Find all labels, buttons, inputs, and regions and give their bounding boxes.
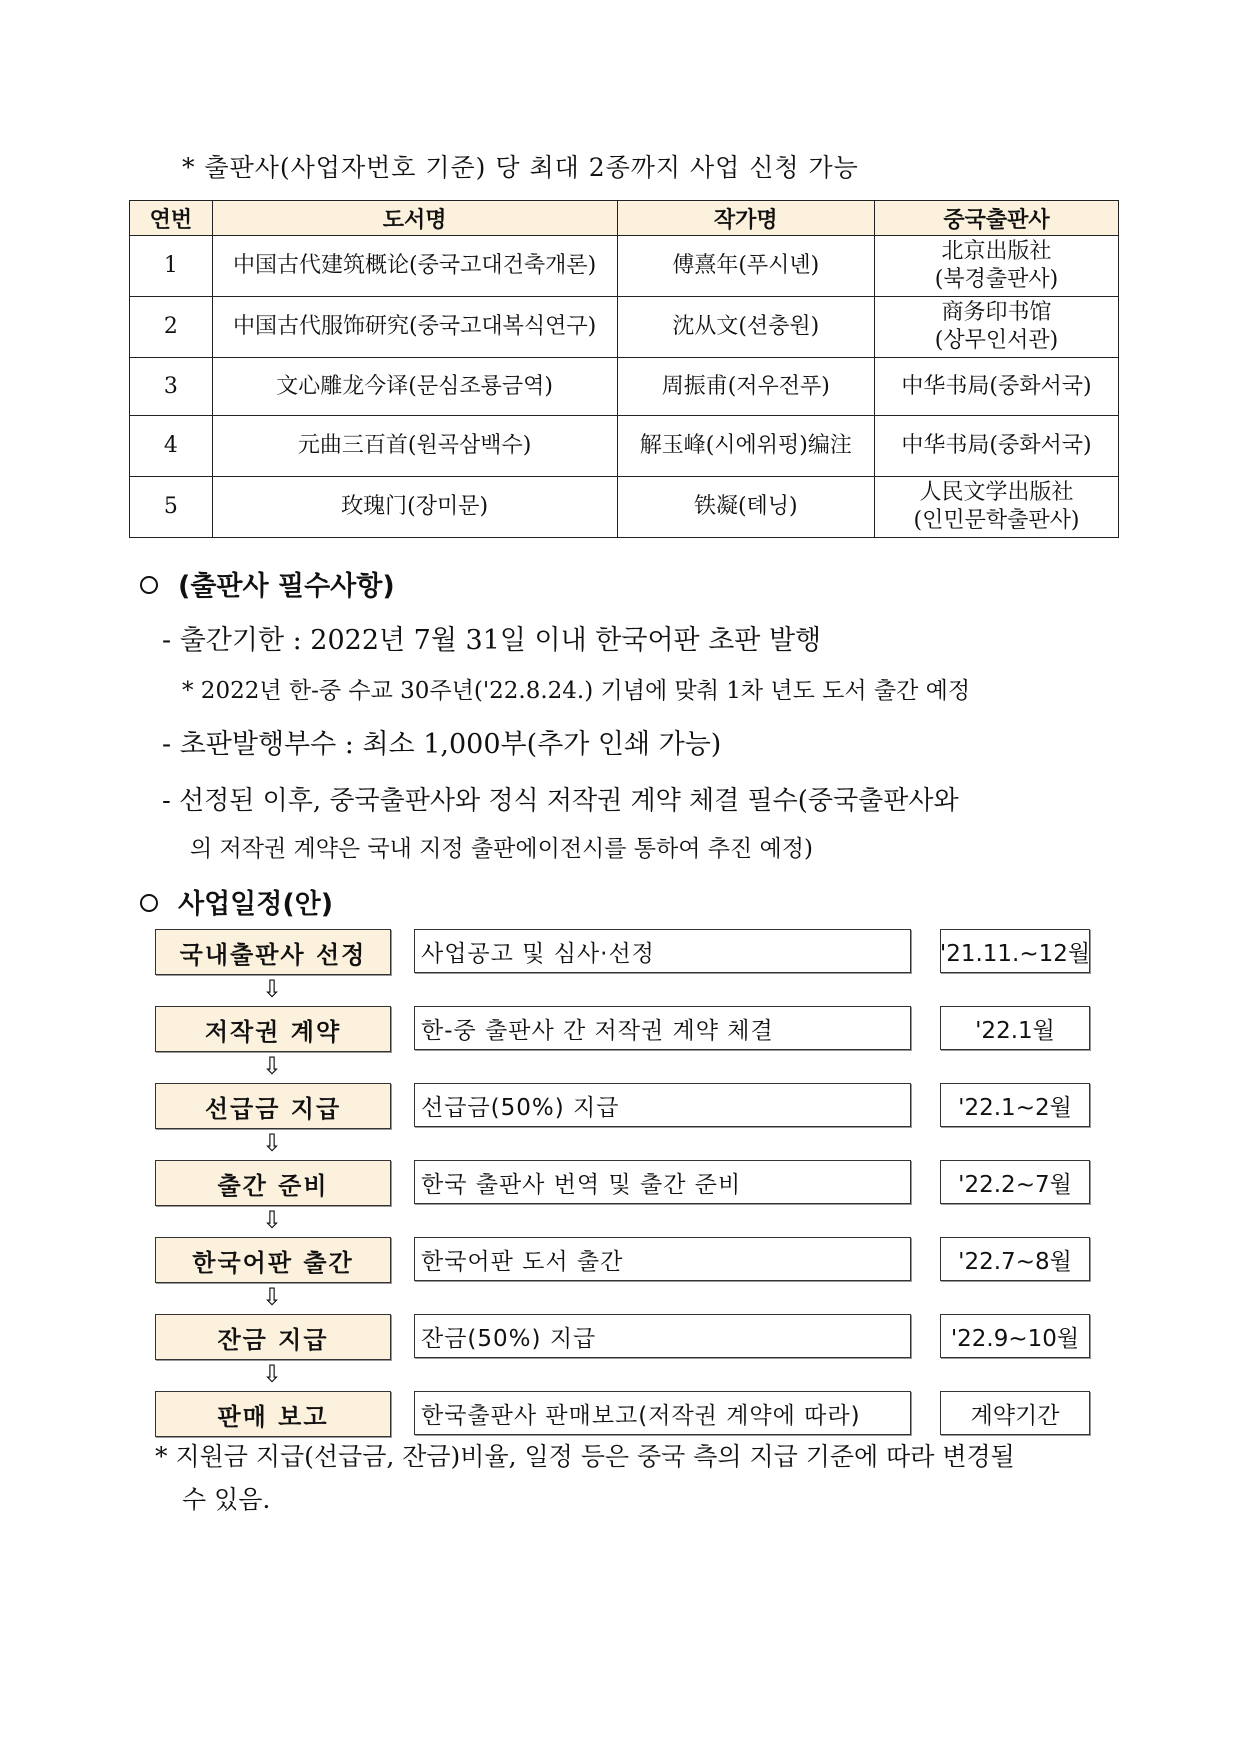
eligibility-note: * 출판사(사업자번호 기준) 당 최대 2종까지 사업 신청 가능: [182, 153, 859, 182]
requirement-deadline-note: * 2022년 한-중 수교 30주년('22.8.24.) 기념에 맞춰 1차 년도 도서 출간 예정: [182, 678, 971, 704]
publisher-korean: (북경출판사): [934, 267, 1059, 292]
table-row: [130, 297, 1119, 358]
schedule-step-date: '21.11.~12월: [940, 929, 1090, 973]
publisher-name: 北京出版社: [941, 239, 1052, 264]
requirement-copyright-cont: 의 저작권 계약은 국내 지정 출판에이전시를 통하여 추진 예정): [190, 836, 813, 862]
row-no: 1: [130, 236, 213, 297]
schedule-step-label: 출간 준비: [155, 1160, 391, 1206]
header-no: 연번: [130, 201, 213, 236]
publisher-name: 人民文学出版社: [919, 480, 1074, 505]
schedule-step-date: '22.1~2월: [940, 1083, 1090, 1127]
publisher-korean: (인민문학출판사): [913, 508, 1080, 533]
row-title: 中国古代建筑概论(중국고대건축개론): [212, 236, 617, 297]
book-list-table: [129, 200, 1119, 538]
schedule-step-label: 국내출판사 선정: [155, 929, 391, 975]
schedule-step-label: 판매 보고: [155, 1391, 391, 1437]
header-author: 작가명: [617, 201, 874, 236]
footnote-line2: 수 있음.: [182, 1485, 271, 1514]
schedule-step-date: '22.1월: [940, 1006, 1090, 1050]
publisher-name: 商务印书馆: [941, 300, 1052, 325]
down-arrow-icon: ⇩: [261, 975, 283, 1003]
schedule-step-date: '22.2~7월: [940, 1160, 1090, 1204]
schedule-step-desc: 한국어판 도서 출간: [414, 1237, 911, 1281]
row-title: 玫瑰门(장미문): [212, 477, 617, 538]
requirement-deadline: - 출간기한 : 2022년 7월 31일 이내 한국어판 초판 발행: [162, 625, 822, 656]
schedule-step-desc: 한-중 출판사 간 저작권 계약 체결: [414, 1006, 911, 1050]
schedule-step-date: '22.9~10월: [940, 1314, 1090, 1358]
schedule-step-label: 선급금 지급: [155, 1083, 391, 1129]
down-arrow-icon: ⇩: [261, 1206, 283, 1234]
table-row: [130, 416, 1119, 477]
schedule-step-desc: 한국출판사 판매보고(저작권 계약에 따라): [414, 1391, 911, 1435]
row-author: 沈从文(션충원): [617, 297, 874, 358]
table-row: [130, 477, 1119, 538]
publisher-korean: (상무인서관): [934, 328, 1059, 353]
down-arrow-icon: ⇩: [261, 1360, 283, 1388]
schedule-step-label: 한국어판 출간: [155, 1237, 391, 1283]
schedule-heading-text: 사업일정(안): [178, 889, 334, 920]
down-arrow-icon: ⇩: [261, 1052, 283, 1080]
schedule-heading: [140, 882, 333, 921]
schedule-step-desc: 사업공고 및 심사·선정: [414, 929, 911, 973]
row-no: 5: [130, 477, 213, 538]
row-title: 元曲三百首(원곡삼백수): [212, 416, 617, 477]
row-author: 铁凝(톄닝): [617, 477, 874, 538]
row-author: 傅熹年(푸시녠): [617, 236, 874, 297]
schedule-step-label: 잔금 지급: [155, 1314, 391, 1360]
down-arrow-icon: ⇩: [261, 1129, 283, 1157]
header-publisher: 중국출판사: [874, 201, 1118, 236]
schedule-step-date: 계약기간: [940, 1391, 1090, 1435]
schedule-step-desc: 잔금(50%) 지급: [414, 1314, 911, 1358]
schedule-step-label: 저작권 계약: [155, 1006, 391, 1052]
row-title: 中国古代服饰研究(중국고대복식연구): [212, 297, 617, 358]
footnote-line1: * 지원금 지급(선급금, 잔금)비율, 일정 등은 중국 측의 지급 기준에 따라 변경될: [155, 1442, 1015, 1471]
requirement-copyright: - 선정된 이후, 중국출판사와 정식 저작권 계약 체결 필수(중국출판사와: [162, 786, 959, 816]
row-publisher: 中华书局(중화서국): [874, 358, 1118, 416]
header-title: 도서명: [212, 201, 617, 236]
schedule-step-desc: 한국 출판사 번역 및 출간 준비: [414, 1160, 911, 1204]
requirement-print-run: - 초판발행부수 : 최소 1,000부(추가 인쇄 가능): [162, 729, 722, 760]
row-publisher: [874, 236, 1118, 297]
schedule-step-date: '22.7~8월: [940, 1237, 1090, 1281]
requirements-heading: [140, 564, 395, 603]
circle-bullet-icon: [140, 894, 158, 912]
requirements-heading-text: (출판사 필수사항): [178, 571, 395, 602]
down-arrow-icon: ⇩: [261, 1283, 283, 1311]
row-no: 3: [130, 358, 213, 416]
row-no: 4: [130, 416, 213, 477]
row-author: 解玉峰(시에위펑)编注: [617, 416, 874, 477]
row-author: 周振甫(저우전푸): [617, 358, 874, 416]
table-row: [130, 358, 1119, 416]
row-publisher: [874, 297, 1118, 358]
schedule-step-desc: 선급금(50%) 지급: [414, 1083, 911, 1127]
row-publisher: 中华书局(중화서국): [874, 416, 1118, 477]
circle-bullet-icon: [140, 576, 158, 594]
row-title: 文心雕龙今译(문심조룡금역): [212, 358, 617, 416]
row-no: 2: [130, 297, 213, 358]
table-row: [130, 236, 1119, 297]
table-header-row: [130, 201, 1119, 236]
row-publisher: [874, 477, 1118, 538]
